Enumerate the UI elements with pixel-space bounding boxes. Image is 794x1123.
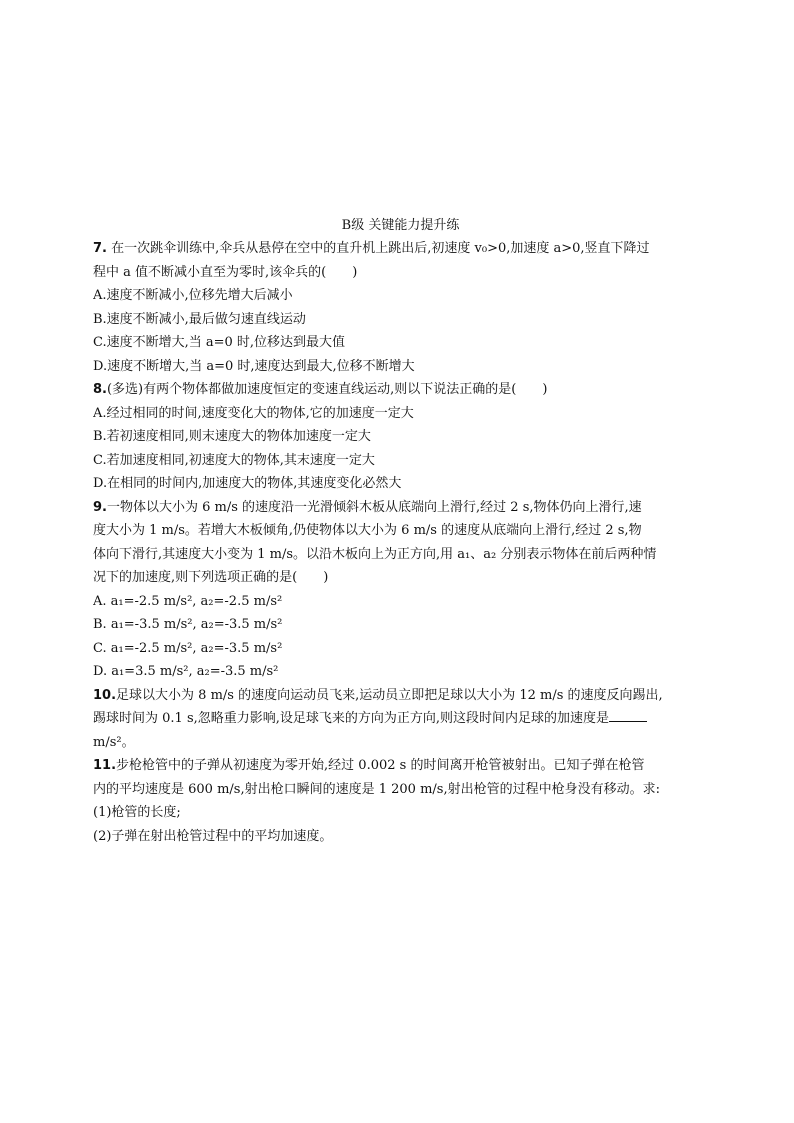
question-text: (多选)有两个物体都做加速度恒定的变速直线运动,则以下说法正确的是( ) (106, 382, 548, 397)
question-text: 踢球时间为 0.1 s,忽略重力影响,设足球飞来的方向为正方向,则这段时间内足球的加速度是 (93, 711, 610, 726)
question-line (93, 707, 708, 731)
option-b: B. a₁=-3.5 m/s², a₂=-3.5 m/s² (93, 617, 283, 632)
sub-question-1: (1)枪管的长度; (93, 805, 181, 820)
question-line (93, 237, 708, 261)
question-line (93, 684, 708, 708)
question-7 (93, 237, 708, 378)
option-d: D.速度不断增大,当 a=0 时,速度达到最大,位移不断增大 (93, 358, 415, 374)
question-9 (93, 496, 708, 684)
option-a: A. a₁=-2.5 m/s², a₂=-2.5 m/s² (93, 593, 283, 609)
answer-unit: m/s²。 (93, 734, 135, 750)
question-10 (93, 684, 708, 755)
question-text: 在一次跳伞训练中,伞兵从悬停在空中的直升机上跳出后,初速度 v₀>0,加速度 a>0,竖直下降过 (111, 241, 650, 256)
question-text: 一物体以大小为 6 m/s 的速度沿一光滑倾斜木板从底端向上滑行,经过 2 s,物体仍向上滑行,速 (106, 499, 642, 515)
sub-question-2: (2)子弹在射出枪管过程中的平均加速度。 (93, 828, 333, 844)
question-text: 况下的加速度,则下列选项正确的是( ) (93, 570, 329, 585)
question-line (93, 496, 708, 520)
answer-blank (609, 707, 647, 722)
question-text: 足球以大小为 8 m/s 的速度向运动员飞来,运动员立即把足球以大小为 12 m/s 的速度反向踢出, (116, 687, 663, 703)
option-a: A.速度不断减小,位移先增大后减小 (93, 288, 293, 303)
option-a: A.经过相同的时间,速度变化大的物体,它的加速度一定大 (93, 405, 414, 421)
question-8 (93, 378, 708, 496)
option-b: B.速度不断减小,最后做匀速直线运动 (93, 311, 306, 327)
question-text: 体向下滑行,其速度大小变为 1 m/s。以沿木板向上为正方向,用 a₁、a₂ 分别表示物体在前后两种情 (93, 546, 657, 562)
option-c: C.若加速度相同,初速度大的物体,其末速度一定大 (93, 452, 375, 468)
question-11 (93, 754, 708, 848)
question-text: 度大小为 1 m/s。若增大木板倾角,仍使物体以大小为 6 m/s 的速度从底端向上滑行,经过 2 s,物 (93, 523, 642, 538)
document-body (93, 215, 708, 848)
option-c: C.速度不断增大,当 a=0 时,位移达到最大值 (93, 335, 346, 350)
question-number: 7. (93, 241, 107, 256)
question-number: 11. (93, 758, 117, 773)
question-line (93, 754, 708, 778)
question-number: 10. (93, 687, 117, 703)
question-number: 9. (93, 499, 107, 515)
question-line (93, 378, 708, 402)
question-number: 8. (93, 382, 107, 397)
option-d: D. a₁=3.5 m/s², a₂=-3.5 m/s² (93, 664, 279, 679)
option-b: B.若初速度相同,则末速度大的物体加速度一定大 (93, 429, 371, 444)
section-title: B级 关键能力提升练 (341, 218, 460, 233)
question-text: 程中 a 值不断减小直至为零时,该伞兵的( ) (93, 264, 358, 280)
question-text: 内的平均速度是 600 m/s,射出枪口瞬间的速度是 1 200 m/s,射出枪管的过程中枪身没有移动。求: (93, 781, 660, 797)
question-text: 步枪枪管中的子弹从初速度为零开始,经过 0.002 s 的时间离开枪管被射出。已知子弹在枪管 (116, 758, 645, 773)
option-c: C. a₁=-2.5 m/s², a₂=-3.5 m/s² (93, 640, 283, 656)
option-d: D.在相同的时间内,加速度大的物体,其速度变化必然大 (93, 476, 402, 491)
